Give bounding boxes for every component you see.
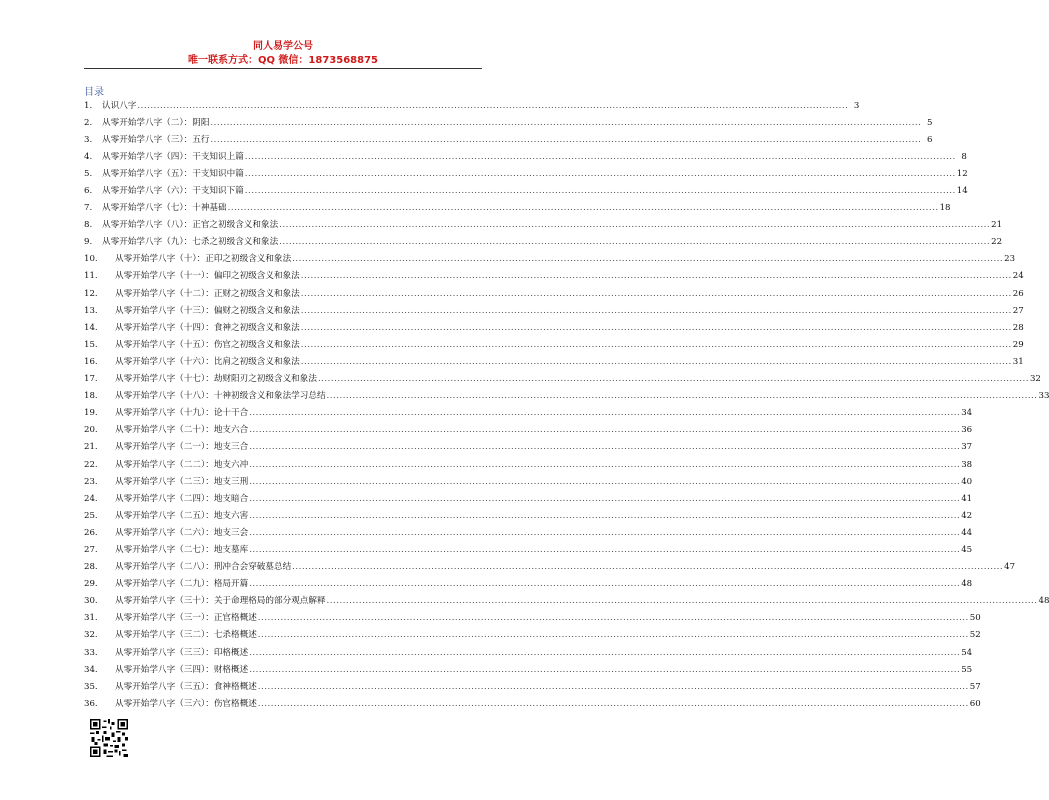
toc-item[interactable] xyxy=(84,405,973,422)
toc-item-page: 28 xyxy=(1012,322,1024,333)
toc-item[interactable] xyxy=(84,200,951,217)
toc-dot-leader: ............................................................................................................................................................................................................................ xyxy=(249,425,961,436)
toc-item-number: 17. xyxy=(84,374,98,385)
toc-dot-leader: ............................................................................................................................................................................................................................ xyxy=(210,134,922,145)
toc-item-number: 26. xyxy=(84,527,98,538)
toc-item-page: 12 xyxy=(956,168,968,179)
toc-item-page: 37 xyxy=(961,442,973,453)
toc-item-page: 47 xyxy=(1004,562,1016,573)
toc-item-number: 2. xyxy=(84,117,93,128)
toc-item[interactable] xyxy=(84,234,1003,251)
toc-item[interactable] xyxy=(84,644,973,661)
toc-item-number: 1. xyxy=(84,100,93,111)
toc-item-title: 认识八字 xyxy=(102,100,137,111)
toc-item-title: 从零开始学八字（十九）：论十干合 xyxy=(115,408,249,419)
toc-item-page: 32 xyxy=(1029,374,1041,385)
toc-item-title: 从零开始学八字（六）：干支知识下篇 xyxy=(102,186,244,197)
toc-item-page: 41 xyxy=(961,493,973,504)
toc-item[interactable] xyxy=(84,353,1024,370)
toc-item-number: 25. xyxy=(84,510,98,521)
toc-dot-leader: ............................................................................................................................................................................................................................ xyxy=(244,186,956,197)
toc-item[interactable] xyxy=(84,524,973,541)
toc-item-page: 42 xyxy=(961,510,973,521)
toc-dot-leader: ............................................................................................................................................................................................................................ xyxy=(300,288,1012,299)
toc-item[interactable] xyxy=(84,439,973,456)
toc-item-page: 60 xyxy=(969,698,981,709)
toc-dot-leader: ............................................................................................................................................................................................................................ xyxy=(137,100,849,111)
toc-item-page: 34 xyxy=(961,408,973,419)
toc-dot-leader: ............................................................................................................................................................................................................................ xyxy=(249,527,961,538)
toc-heading: 目录 xyxy=(84,87,104,98)
toc-item-number: 19. xyxy=(84,408,98,419)
toc-dot-leader: ............................................................................................................................................................................................................................ xyxy=(300,356,1012,367)
toc-item-page: 38 xyxy=(961,459,973,470)
toc-item[interactable] xyxy=(84,285,1024,302)
toc-item-title: 从零开始学八字（二一）：地支三合 xyxy=(115,442,249,453)
toc-item[interactable] xyxy=(84,114,933,131)
toc-item-number: 15. xyxy=(84,339,98,350)
toc-item-title: 从零开始学八字（三五）：食神格概述 xyxy=(115,681,257,692)
toc-item[interactable] xyxy=(84,148,967,165)
toc-item[interactable] xyxy=(84,251,1016,268)
toc-dot-leader: ............................................................................................................................................................................................................................ xyxy=(279,220,991,231)
toc-item-title: 从零开始学八字（三十）：关于命理格局的部分观点解释 xyxy=(115,596,326,607)
toc-dot-leader: ............................................................................................................................................................................................................................ xyxy=(326,391,1038,402)
toc-item[interactable] xyxy=(84,559,1016,576)
toc-item-number: 4. xyxy=(84,151,93,162)
toc-item-title: 从零开始学八字（八）：正官之初级含义和象法 xyxy=(102,220,279,231)
toc-item-title: 从零开始学八字（十五）：伤官之初级含义和象法 xyxy=(115,339,300,350)
toc-item-page: 55 xyxy=(961,664,973,675)
toc-item-number: 7. xyxy=(84,203,93,214)
toc-item-title: 从零开始学八字（七）：十神基础 xyxy=(102,203,227,214)
toc-dot-leader: ............................................................................................................................................................................................................................ xyxy=(249,493,961,504)
toc-item-page: 48 xyxy=(961,579,973,590)
toc-dot-leader: ............................................................................................................................................................................................................................ xyxy=(279,237,991,248)
toc-item-title: 从零开始学八字（五）：干支知识中篇 xyxy=(102,168,244,179)
toc-item-title: 从零开始学八字（三）：五行 xyxy=(102,134,210,145)
toc-item-title: 从零开始学八字（二三）：地支三刑 xyxy=(115,476,249,487)
toc-item[interactable] xyxy=(84,456,973,473)
page-header xyxy=(0,40,566,67)
toc-item-title: 从零开始学八字（二二）：地支六冲 xyxy=(115,459,249,470)
toc-item-page: 33 xyxy=(1038,391,1049,402)
toc-item-page: 24 xyxy=(1012,271,1024,282)
toc-item-title: 从零开始学八字（十八）：十神初级含义和象法学习总结 xyxy=(115,391,326,402)
toc-dot-leader: ............................................................................................................................................................................................................................ xyxy=(300,322,1012,333)
toc-item-number: 9. xyxy=(84,237,93,248)
toc-item[interactable] xyxy=(84,97,860,114)
toc-item-page: 52 xyxy=(969,630,981,641)
toc-item-page: 5 xyxy=(926,117,933,128)
toc-item[interactable] xyxy=(84,695,981,712)
toc-dot-leader: ............................................................................................................................................................................................................................ xyxy=(249,647,961,658)
toc-item-title: 从零开始学八字（九）：七杀之初级含义和象法 xyxy=(102,237,279,248)
toc-dot-leader: ............................................................................................................................................................................................................................ xyxy=(257,613,969,624)
toc-dot-leader: ............................................................................................................................................................................................................................ xyxy=(249,459,961,470)
toc-item-title: 从零开始学八字（十四）：食神之初级含义和象法 xyxy=(115,322,300,333)
toc-item-page: 6 xyxy=(926,134,933,145)
toc-item-title: 从零开始学八字（十七）：劫财阳刃之初级含义和象法 xyxy=(115,374,317,385)
toc-item-number: 34. xyxy=(84,664,98,675)
toc-item[interactable] xyxy=(84,371,1041,388)
toc-item[interactable] xyxy=(84,507,973,524)
toc-item-page: 50 xyxy=(969,613,981,624)
qr-code-icon xyxy=(90,719,128,757)
toc-item[interactable] xyxy=(84,661,973,678)
toc-dot-leader: ............................................................................................................................................................................................................................ xyxy=(249,442,961,453)
toc-item[interactable] xyxy=(84,593,1049,610)
toc-item-number: 30. xyxy=(84,596,98,607)
toc-item-title: 从零开始学八字（二五）：地支六害 xyxy=(115,510,249,521)
toc-item-number: 36. xyxy=(84,698,98,709)
toc-item-page: 40 xyxy=(961,476,973,487)
toc-item[interactable] xyxy=(84,541,973,558)
toc-item-number: 12. xyxy=(84,288,98,299)
toc-item-number: 8. xyxy=(84,220,93,231)
toc-item-page: 3 xyxy=(853,100,860,111)
toc-dot-leader: ............................................................................................................................................................................................................................ xyxy=(249,510,961,521)
toc-item-title: 从零开始学八字（三六）：伤官格概述 xyxy=(115,698,257,709)
toc-dot-leader: ............................................................................................................................................................................................................................ xyxy=(300,271,1012,282)
toc-item-title: 从零开始学八字（二八）：刑冲合会穿破墓总结 xyxy=(115,562,292,573)
toc-item-number: 31. xyxy=(84,613,98,624)
toc-item-page: 45 xyxy=(961,544,973,555)
toc-item-title: 从零开始学八字（十六）：比肩之初级含义和象法 xyxy=(115,356,300,367)
toc-item-page: 26 xyxy=(1012,288,1024,299)
toc-item-number: 32. xyxy=(84,630,98,641)
toc-dot-leader: ............................................................................................................................................................................................................................ xyxy=(210,117,922,128)
toc-item[interactable] xyxy=(84,490,973,507)
toc-item-title: 从零开始学八字（三三）：印格概述 xyxy=(115,647,249,658)
toc-item-number: 10. xyxy=(84,254,98,265)
toc-item-number: 21. xyxy=(84,442,98,453)
toc-item-number: 13. xyxy=(84,305,98,316)
toc-item-title: 从零开始学八字（十一）：偏印之初级含义和象法 xyxy=(115,271,300,282)
toc-item-title: 从零开始学八字（二九）：格局开篇 xyxy=(115,579,249,590)
toc-item-page: 31 xyxy=(1012,356,1024,367)
toc-item-page: 29 xyxy=(1012,339,1024,350)
toc-item[interactable] xyxy=(84,302,1024,319)
toc-item-title: 从零开始学八字（三四）：财格概述 xyxy=(115,664,249,675)
toc-item-page: 54 xyxy=(961,647,973,658)
toc-item-page: 44 xyxy=(961,527,973,538)
toc-item-page: 27 xyxy=(1012,305,1024,316)
toc-dot-leader: ............................................................................................................................................................................................................................ xyxy=(227,203,939,214)
toc-item-page: 18 xyxy=(939,203,951,214)
toc-item[interactable] xyxy=(84,182,968,199)
toc-item-title: 从零开始学八字（十三）：偏财之初级含义和象法 xyxy=(115,305,300,316)
toc-item[interactable] xyxy=(84,576,973,593)
toc-item-number: 24. xyxy=(84,493,98,504)
toc-item-number: 28. xyxy=(84,562,98,573)
toc-item[interactable] xyxy=(84,131,933,148)
header-publisher: 同人易学公号 xyxy=(253,41,313,52)
toc-dot-leader: ............................................................................................................................................................................................................................ xyxy=(249,579,961,590)
toc-item-number: 20. xyxy=(84,425,98,436)
toc-item[interactable] xyxy=(84,388,1049,405)
toc-item[interactable] xyxy=(84,336,1024,353)
toc-dot-leader: ............................................................................................................................................................................................................................ xyxy=(317,374,1029,385)
toc-item-page: 23 xyxy=(1004,254,1016,265)
toc-item[interactable] xyxy=(84,165,968,182)
toc-item-title: 从零开始学八字（十二）：正财之初级含义和象法 xyxy=(115,288,300,299)
toc-item-title: 从零开始学八字（三一）：正官格概述 xyxy=(115,613,257,624)
toc-item-title: 从零开始学八字（二十）：地支六合 xyxy=(115,425,249,436)
toc-item[interactable] xyxy=(84,610,981,627)
toc-dot-leader: ............................................................................................................................................................................................................................ xyxy=(257,698,969,709)
toc-item-title: 从零开始学八字（二七）：地支墓库 xyxy=(115,544,249,555)
toc-item-number: 23. xyxy=(84,476,98,487)
toc-dot-leader: ............................................................................................................................................................................................................................ xyxy=(249,544,961,555)
toc-item[interactable] xyxy=(84,217,1003,234)
toc-item-number: 16. xyxy=(84,356,98,367)
toc-item-number: 5. xyxy=(84,168,93,179)
toc-item[interactable] xyxy=(84,422,973,439)
toc-item-page: 57 xyxy=(969,681,981,692)
toc-dot-leader: ............................................................................................................................................................................................................................ xyxy=(292,562,1004,573)
toc-item[interactable] xyxy=(84,268,1024,285)
toc-item-page: 36 xyxy=(961,425,973,436)
toc-dot-leader: ............................................................................................................................................................................................................................ xyxy=(257,681,969,692)
toc-item-number: 18. xyxy=(84,391,98,402)
toc-item-number: 6. xyxy=(84,186,93,197)
toc-item-title: 从零开始学八字（二）：阴阳 xyxy=(102,117,210,128)
toc-dot-leader: ............................................................................................................................................................................................................................ xyxy=(300,339,1012,350)
toc-item[interactable] xyxy=(84,319,1024,336)
toc-dot-leader: ............................................................................................................................................................................................................................ xyxy=(249,408,961,419)
toc-list xyxy=(84,97,1049,712)
toc-item-number: 14. xyxy=(84,322,98,333)
toc-item-number: 29. xyxy=(84,579,98,590)
toc-item-title: 从零开始学八字（二四）：地支暗合 xyxy=(115,493,249,504)
toc-item-title: 从零开始学八字（四）：干支知识上篇 xyxy=(102,151,244,162)
toc-dot-leader: ............................................................................................................................................................................................................................ xyxy=(249,476,961,487)
toc-item-page: 14 xyxy=(956,186,968,197)
toc-item-title: 从零开始学八字（三二）：七杀格概述 xyxy=(115,630,257,641)
toc-item-number: 33. xyxy=(84,647,98,658)
toc-dot-leader: ............................................................................................................................................................................................................................ xyxy=(244,151,956,162)
toc-dot-leader: ............................................................................................................................................................................................................................ xyxy=(257,630,969,641)
toc-dot-leader: ............................................................................................................................................................................................................................ xyxy=(326,596,1038,607)
toc-dot-leader: ............................................................................................................................................................................................................................ xyxy=(300,305,1012,316)
toc-item-page: 22 xyxy=(991,237,1003,248)
toc-item[interactable] xyxy=(84,678,981,695)
toc-item-number: 3. xyxy=(84,134,93,145)
toc-item-title: 从零开始学八字（十）：正印之初级含义和象法 xyxy=(115,254,292,265)
toc-item-title: 从零开始学八字（二六）：地支三会 xyxy=(115,527,249,538)
toc-dot-leader: ............................................................................................................................................................................................................................ xyxy=(244,168,956,179)
toc-item-number: 27. xyxy=(84,544,98,555)
toc-dot-leader: ............................................................................................................................................................................................................................ xyxy=(249,664,961,675)
toc-dot-leader: ............................................................................................................................................................................................................................ xyxy=(292,254,1004,265)
toc-item-page: 8 xyxy=(961,151,967,162)
header-contact: 唯一联系方式：QQ 微信：1873568875 xyxy=(187,55,379,66)
toc-item-number: 35. xyxy=(84,681,98,692)
toc-item-number: 22. xyxy=(84,459,98,470)
header-rule xyxy=(84,68,482,69)
toc-item-number: 11. xyxy=(84,271,98,282)
toc-item-page: 48 xyxy=(1038,596,1049,607)
toc-item[interactable] xyxy=(84,473,973,490)
toc-item-page: 21 xyxy=(991,220,1003,231)
toc-item[interactable] xyxy=(84,627,981,644)
